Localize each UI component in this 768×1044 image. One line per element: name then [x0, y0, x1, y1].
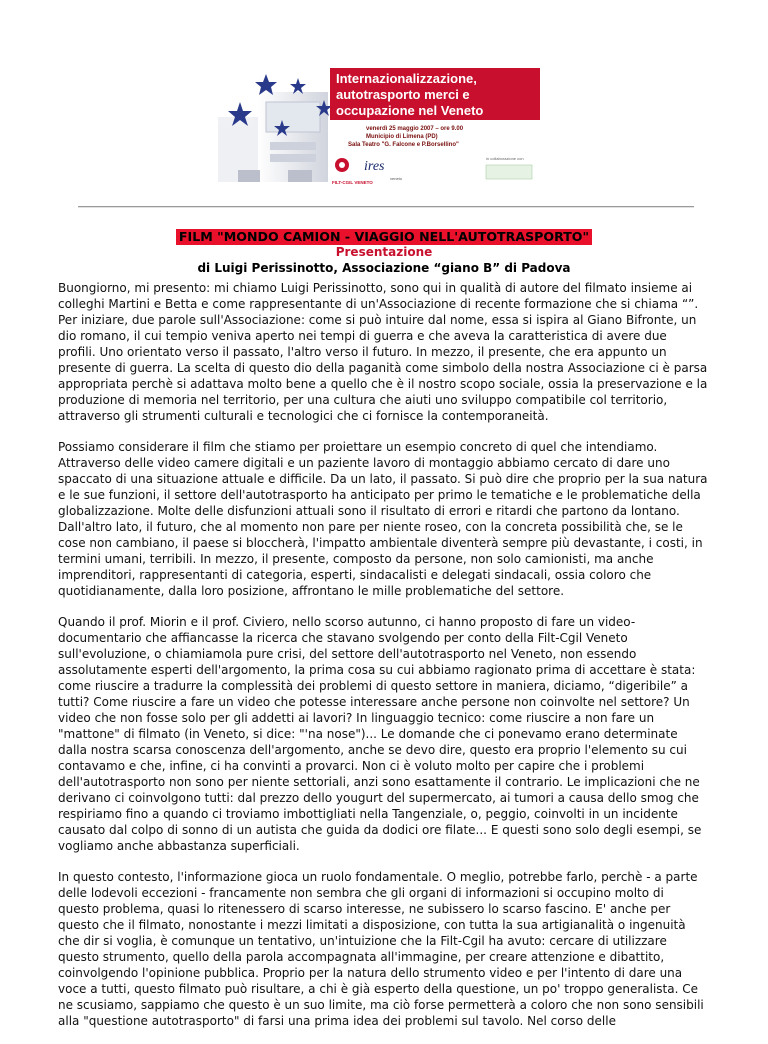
event-place: Municipio di Limena (PD) [366, 134, 438, 140]
filt-cgil-label: FILT-CGIL VENETO [332, 180, 373, 185]
paragraph: Possiamo considerare il film che stiamo per proiettare un esempio concreto di quel che intendiamo. Attraverso delle video camere digitali e un paziente lavoro di montaggio abbiamo cercato di dare uno spaccato di una situazione attuale e difficile. Da un lato, il passato. Si può dire che proprio per la sua natura e le sue funzioni, il settore dell'autotrasporto ha anticipato per primo le tematiche e le problematiche della globalizzazione. Molte delle disfunzioni attuali sono il risultato di errori e ritardi che partono da lontano. Dall'altro lato, il futuro, che al momento non pare per niente roseo, con la concreta possibilità che, se le cose non cambiano, il paese si bloccherà, l'impatto ambientale diventerà sempre più devastante, i costi, in termini umani, terribili. In mezzo, il presente, composto da persone, non solo camionisti, ma anche imprenditori, rappresentanti di categoria, esperti, sindacalisti e delegati sindacali, ossia coloro che quotidianamente, dalla loro posizione, affrontano le mille problematiche del settore. [58, 440, 708, 598]
section-subtitle: Presentazione [335, 245, 433, 259]
ires-logo [364, 159, 403, 181]
horizontal-divider [78, 206, 694, 208]
paragraph: Buongiorno, mi presento: mi chiamo Luigi Perissinotto, sono qui in qualità di autore del filmato insieme ai colleghi Martini e Betta e come rappresentante di un'Associazione di recente formazione che si chiama “”. Per iniziare, due parole sull'Associazione: come si può intuire dal nome, essa si ispira al Giano Bifronte, un dio romano, il cui tempio veniva aperto nei tempi di guerra e che aveva la caratteristica di avere due profili. Uno orientato verso il passato, l'altro verso il futuro. In mezzo, il presente, che era appunto un presente di guerra. La scelta di questo dio della paganità come simbolo della nostra Associazione ci è parsa appropriata perchè si adattava molto bene a quello che è il nostro scopo sociale, ossia la preservazione e la produzione di memoria nel territorio, per una cultura che aiuti uno sviluppo compatibile col territorio, attraverso gli strumenti culturali e tecnologici che ci fornisce la contemporaneità. [58, 281, 708, 423]
paragraph: In questo contesto, l'informazione gioca un ruolo fondamentale. O meglio, potrebbe farlo, perchè - a parte delle lodevoli eccezioni - francamente non sembra che gli organi di informazioni si occupino molto di questo problema, quasi lo ritenessero di scarso interesse, ne subissero lo scarso fascino. E' anche per questo che il filmato, nonostante i mezzi limitati a disposizione, con tutta la sua artigianalità o ingenuità che dir si voglia, è comunque un tentativo, un'intuizione che la Filt-Cgil ha avuto: cercare di utilizzare questo strumento, quello della parola accompagnata all'immagine, per creare attenzione e dibattito, coinvolgendo l'opinione pubblica. Proprio per la natura dello strumento video e per l'intento di dare una voce a tutti, questo filmato può risultare, a chi è già esperto della questione, un po' troppo generalista. Ce ne scusiamo, sappiamo che questo è un suo limite, ma ciò forse permetterà a coloro che non sono sensibili alla "questione autotrasporto" di farsi una prima idea dei problemi sul tavolo. Nel corso delle [58, 870, 704, 1028]
paragraph: Quando il prof. Miorin e il prof. Civiero, nello scorso autunno, ci hanno proposto di fare un video-documentario che affiancasse la ricerca che stavano svolgendo per conto della Filt-Cgil Veneto sull'evoluzione, o chiamiamola pure crisi, del settore dell'autotrasporto nel Veneto, non essendo assolutamente esperti dell'argomento, la prima cosa su cui abbiamo ragionato prima di accettare è stata: come riuscire a tradurre la complessità dei problemi di questo settore in maniera, diciamo, “digeribile” a tutti? Come riuscire a fare un video che potesse interessare anche persone non coinvolte nel settore? Un video che non fosse solo per gli addetti ai lavori? In linguaggio tecnico: come riuscire a non fare un "mattone" di filmato (in Veneto, si dice: "'na nose")... Le domande che ci ponevamo erano determinate dalla nostra scarsa conoscenza dell'argomento, anche se devo dire, questo era proprio l'elemento su cui contavamo e che, infine, ci ha convinti a provarci. Non ci è voluto molto per capire che i problemi dell'autotrasporto non sono per niente settoriali, anzi sono esattamente il contrario. Le implicazioni che ne derivano ci coinvolgono tutti: dal prezzo dello yougurt del supermercato, ai tumori a causa dello smog che respiriamo fino a quando ci troviamo imbottigliati nella Tangenziale, o, peggio, coinvolti in un incidente causato dal colpo di sonno di un autista che guida da dodici ore filate... E questi sono solo degli esempi, se vogliamo anche abbastanza superficiali. [58, 615, 702, 853]
article-body [58, 280, 708, 1044]
ires-sub-label: veneto [390, 176, 403, 181]
event-date: venerdì 25 maggio 2007 – ore 9.00 [366, 126, 464, 132]
film-title: FILM "MONDO CAMION - VIAGGIO NELL'AUTOTRASPORTO" [176, 229, 592, 245]
banner-graphic [218, 62, 558, 192]
ires-label: ires [364, 159, 385, 174]
truck-illustration [218, 92, 328, 182]
partner-logo [486, 156, 532, 179]
collab-label: in collaborazione con [486, 156, 524, 161]
banner-title-line-1: Internazionalizzazione, [336, 71, 477, 86]
author-line: di Luigi Perissinotto, Associazione “giano B” di Padova [197, 261, 571, 275]
banner-title-line-2: autotrasporto merci e [336, 87, 470, 102]
banner-title-line-3: occupazione nel Veneto [336, 103, 484, 118]
event-hall: Sala Teatro "G. Falcone e P.Borsellino" [348, 142, 459, 148]
article-header [0, 226, 768, 276]
event-banner [218, 62, 558, 192]
